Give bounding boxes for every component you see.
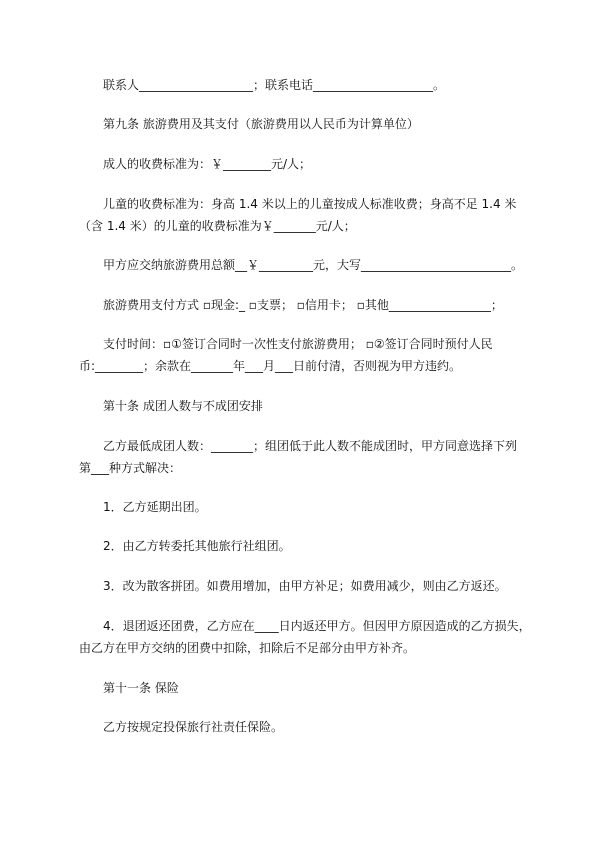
total-fee-line: 甲方应交纳旅游费用总额__￥_________元，大写_________________________。 xyxy=(103,258,524,272)
payment-time-line-2: 币:________；余款在_______年___月___日前付清，否则视为甲方违约。 xyxy=(79,359,462,373)
option-3: 3．改为散客拼团。如费用增加，由甲方补足；如费用减少，则由乙方返还。 xyxy=(103,579,507,593)
option-4-line-2: 由乙方在甲方交纳的团费中扣除，扣除后不足部分由甲方补齐。 xyxy=(79,641,416,655)
min-group-line-1: 乙方最低成团人数：_______；组团低于此人数不能成团时，甲方同意选择下列 xyxy=(103,439,518,453)
article-11-heading: 第十一条 保险 xyxy=(103,681,179,695)
option-2: 2．由乙方转委托其他旅行社组团。 xyxy=(103,539,291,553)
min-group-line-2: 第___种方式解决： xyxy=(79,461,182,475)
adult-fee-line: 成人的收费标准为：￥________元/人； xyxy=(103,157,312,171)
child-fee-line-2: （含 1.4 米）的儿童的收费标准为￥_______元/人； xyxy=(79,219,356,233)
child-fee-line-1: 儿童的收费标准为：身高 1.4 米以上的儿童按成人标准收费；身高不足 1.4 米 xyxy=(103,197,517,211)
article-9-heading: 第九条 旅游费用及其支付（旅游费用以人民币为计算单位） xyxy=(103,117,419,131)
article-10-heading: 第十条 成团人数与不成团安排 xyxy=(103,399,263,413)
payment-time-line-1: 支付时间：▫①签订合同时一次性支付旅游费用； ▫②签订合同时预付人民 xyxy=(103,337,493,351)
insurance-line: 乙方按规定投保旅行社责任保险。 xyxy=(103,720,284,734)
option-1: 1．乙方延期出团。 xyxy=(103,500,207,514)
payment-method-line: 旅游费用支付方式 ▫现金:_ ▫支票； ▫信用卡； ▫其他_________________； xyxy=(103,298,503,312)
option-4-line-1: 4．退团返还团费，乙方应在____日内返还甲方。但因甲方原因造成的乙方损失， xyxy=(103,619,531,633)
contact-line: 联系人___________________；联系电话____________________。 xyxy=(103,78,446,92)
